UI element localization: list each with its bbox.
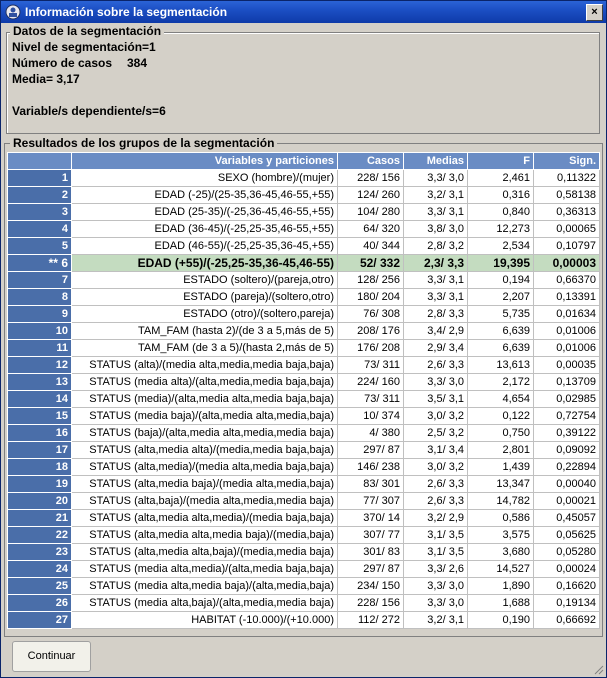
row-index: 26 [8,595,72,612]
row-variables: EDAD (46-55)/(-25,25-35,36-45,+55) [72,238,338,255]
table-row[interactable] [8,510,600,527]
row-casos: 104/ 280 [338,204,404,221]
row-medias: 2,3/ 3,3 [404,255,468,272]
row-casos: 234/ 150 [338,578,404,595]
resize-grip-icon[interactable] [592,663,604,675]
row-index: ** 6 [8,255,72,272]
row-sign: 0,45057 [534,510,600,527]
row-f: 0,750 [468,425,534,442]
row-sign: 0,00035 [534,357,600,374]
row-casos: 76/ 308 [338,306,404,323]
row-f: 3,680 [468,544,534,561]
row-sign: 0,66692 [534,612,600,629]
media-text: Media= 3,17 [12,72,80,86]
row-f: 0,194 [468,272,534,289]
row-casos: 370/ 14 [338,510,404,527]
row-medias: 3,1/ 3,4 [404,442,468,459]
row-index: 13 [8,374,72,391]
table-row[interactable] [8,476,600,493]
row-f: 2,801 [468,442,534,459]
row-f: 3,575 [468,527,534,544]
table-row[interactable] [8,170,600,187]
row-f: 13,613 [468,357,534,374]
row-index: 7 [8,272,72,289]
row-f: 19,395 [468,255,534,272]
table-row[interactable] [8,391,600,408]
row-casos: 52/ 332 [338,255,404,272]
row-casos: 146/ 238 [338,459,404,476]
row-sign: 0,01006 [534,323,600,340]
row-medias: 3,5/ 3,1 [404,391,468,408]
row-casos: 64/ 320 [338,221,404,238]
table-row[interactable] [8,459,600,476]
row-variables: STATUS (alta,baja)/(media alta,media,media baja) [72,493,338,510]
row-variables: ESTADO (soltero)/(pareja,otro) [72,272,338,289]
row-f: 5,735 [468,306,534,323]
row-index: 25 [8,578,72,595]
row-variables: STATUS (media alta,media)/(alta,media baja,baja) [72,561,338,578]
row-medias: 2,5/ 3,2 [404,425,468,442]
row-sign: 0,00021 [534,493,600,510]
row-f: 1,688 [468,595,534,612]
row-index: 5 [8,238,72,255]
row-f: 13,347 [468,476,534,493]
app-icon [5,4,21,20]
row-sign: 0,10797 [534,238,600,255]
table-row[interactable] [8,527,600,544]
row-index: 17 [8,442,72,459]
header-medias[interactable]: Medias [404,153,468,170]
row-index: 16 [8,425,72,442]
table-row[interactable] [8,595,600,612]
row-variables: STATUS (media alta,media baja)/(alta,media,baja) [72,578,338,595]
row-f: 2,172 [468,374,534,391]
row-sign: 0,13709 [534,374,600,391]
table-row[interactable] [8,578,600,595]
row-index: 10 [8,323,72,340]
row-casos: 10/ 374 [338,408,404,425]
row-medias: 3,2/ 3,1 [404,612,468,629]
row-variables: STATUS (alta)/(media alta,media,media baja,baja) [72,357,338,374]
row-index: 22 [8,527,72,544]
row-casos: 301/ 83 [338,544,404,561]
row-casos: 128/ 256 [338,272,404,289]
row-sign: 0,19134 [534,595,600,612]
row-f: 0,122 [468,408,534,425]
row-variables: STATUS (media alta)/(alta,media,media baja,baja) [72,374,338,391]
row-variables: SEXO (hombre)/(mujer) [72,170,338,187]
table-row[interactable] [8,612,600,629]
row-medias: 3,3/ 3,0 [404,170,468,187]
row-index: 2 [8,187,72,204]
table-row[interactable] [8,340,600,357]
row-medias: 3,8/ 3,0 [404,221,468,238]
row-casos: 73/ 311 [338,357,404,374]
row-casos: 228/ 156 [338,595,404,612]
row-sign: 0,72754 [534,408,600,425]
row-index: 18 [8,459,72,476]
row-casos: 180/ 204 [338,289,404,306]
row-medias: 3,4/ 2,9 [404,323,468,340]
header-f[interactable]: F [468,153,534,170]
row-sign: 0,01634 [534,306,600,323]
row-sign: 0,00065 [534,221,600,238]
row-f: 6,639 [468,340,534,357]
window-title: Información sobre la segmentación [25,5,228,19]
row-index: 20 [8,493,72,510]
row-medias: 3,1/ 3,5 [404,544,468,561]
row-sign: 0,01006 [534,340,600,357]
table-row[interactable] [8,272,600,289]
resultados-legend: Resultados de los grupos de la segmentación [10,136,277,150]
title-bar[interactable] [1,1,606,23]
row-casos: 176/ 208 [338,340,404,357]
table-row[interactable] [8,238,600,255]
row-variables: STATUS (media)/(alta,media alta,media baja,baja) [72,391,338,408]
row-f: 1,890 [468,578,534,595]
nivel-text: Nivel de segmentación=1 [12,40,156,54]
table-header [8,153,600,170]
row-casos: 228/ 156 [338,170,404,187]
row-medias: 3,3/ 3,1 [404,272,468,289]
row-medias: 2,6/ 3,3 [404,357,468,374]
row-casos: 4/ 380 [338,425,404,442]
row-variables: ESTADO (otro)/(soltero,pareja) [72,306,338,323]
row-medias: 3,3/ 3,1 [404,289,468,306]
table-row[interactable] [8,323,600,340]
row-index: 1 [8,170,72,187]
row-index: 24 [8,561,72,578]
table-row[interactable] [8,255,600,272]
row-f: 2,207 [468,289,534,306]
table-row[interactable] [8,187,600,204]
resultados-table [7,152,600,629]
row-medias: 2,8/ 3,3 [404,306,468,323]
row-variables: EDAD (+55)/(-25,25-35,36-45,46-55) [72,255,338,272]
row-sign: 0,16620 [534,578,600,595]
row-f: 0,840 [468,204,534,221]
row-f: 12,273 [468,221,534,238]
row-variables: EDAD (25-35)/(-25,36-45,46-55,+55) [72,204,338,221]
row-medias: 3,1/ 3,5 [404,527,468,544]
row-casos: 77/ 307 [338,493,404,510]
table-row[interactable] [8,374,600,391]
row-variables: TAM_FAM (de 3 a 5)/(hasta 2,más de 5) [72,340,338,357]
row-sign: 0,22894 [534,459,600,476]
row-f: 6,639 [468,323,534,340]
casos-label: Número de casos [12,56,113,70]
row-sign: 0,00003 [534,255,600,272]
table-row[interactable] [8,204,600,221]
header-sign[interactable]: Sign. [534,153,600,170]
row-sign: 0,00040 [534,476,600,493]
table-row[interactable] [8,357,600,374]
row-medias: 2,6/ 3,3 [404,476,468,493]
row-f: 14,782 [468,493,534,510]
row-medias: 3,2/ 2,9 [404,510,468,527]
row-casos: 73/ 311 [338,391,404,408]
row-sign: 0,05280 [534,544,600,561]
row-f: 14,527 [468,561,534,578]
row-casos: 307/ 77 [338,527,404,544]
table-row[interactable] [8,493,600,510]
continuar-button[interactable]: Continuar [12,641,91,672]
header-casos[interactable]: Casos [338,153,404,170]
row-variables: EDAD (36-45)/(-25,25-35,46-55,+55) [72,221,338,238]
row-sign: 0,36313 [534,204,600,221]
row-variables: STATUS (baja)/(alta,media alta,media,media baja) [72,425,338,442]
table-row[interactable] [8,289,600,306]
row-f: 2,461 [468,170,534,187]
row-sign: 0,58138 [534,187,600,204]
row-index: 8 [8,289,72,306]
row-index: 4 [8,221,72,238]
row-variables: STATUS (media alta,baja)/(alta,media,media baja) [72,595,338,612]
row-index: 21 [8,510,72,527]
row-medias: 3,0/ 3,2 [404,459,468,476]
table-row[interactable] [8,221,600,238]
row-sign: 0,00024 [534,561,600,578]
table-row[interactable] [8,442,600,459]
row-index: 12 [8,357,72,374]
row-variables: EDAD (-25)/(25-35,36-45,46-55,+55) [72,187,338,204]
row-casos: 40/ 344 [338,238,404,255]
row-variables: STATUS (alta,media alta,baja)/(media,media baja) [72,544,338,561]
row-f: 0,586 [468,510,534,527]
row-sign: 0,02985 [534,391,600,408]
row-index: 11 [8,340,72,357]
row-f: 0,190 [468,612,534,629]
table-row[interactable] [8,561,600,578]
table-row[interactable] [8,306,600,323]
table-row[interactable] [8,408,600,425]
row-casos: 208/ 176 [338,323,404,340]
table-row[interactable] [8,425,600,442]
row-medias: 2,8/ 3,2 [404,238,468,255]
row-index: 9 [8,306,72,323]
row-sign: 0,11322 [534,170,600,187]
row-casos: 124/ 260 [338,187,404,204]
row-sign: 0,09092 [534,442,600,459]
row-casos: 224/ 160 [338,374,404,391]
row-variables: STATUS (alta,media alta,media)/(media baja,baja) [72,510,338,527]
row-f: 0,316 [468,187,534,204]
variables-text: Variable/s dependiente/s=6 [12,104,166,118]
row-f: 2,534 [468,238,534,255]
row-variables: STATUS (alta,media alta)/(media,media baja,baja) [72,442,338,459]
row-variables: TAM_FAM (hasta 2)/(de 3 a 5,más de 5) [72,323,338,340]
row-variables: HABITAT (-10.000)/(+10.000) [72,612,338,629]
row-sign: 0,39122 [534,425,600,442]
row-variables: STATUS (alta,media)/(media alta,media baja,baja) [72,459,338,476]
row-f: 4,654 [468,391,534,408]
row-medias: 3,3/ 3,0 [404,374,468,391]
row-index: 14 [8,391,72,408]
row-index: 3 [8,204,72,221]
row-medias: 3,0/ 3,2 [404,408,468,425]
row-index: 19 [8,476,72,493]
row-sign: 0,13391 [534,289,600,306]
table-row[interactable] [8,544,600,561]
row-variables: STATUS (alta,media alta,media baja)/(media,baja) [72,527,338,544]
row-index: 15 [8,408,72,425]
row-casos: 297/ 87 [338,442,404,459]
row-variables: STATUS (media baja)/(alta,media alta,media,baja) [72,408,338,425]
row-medias: 2,9/ 3,4 [404,340,468,357]
datos-legend: Datos de la segmentación [10,24,164,38]
row-index: 23 [8,544,72,561]
row-medias: 3,3/ 2,6 [404,561,468,578]
row-variables: STATUS (alta,media baja)/(media alta,media,baja) [72,476,338,493]
row-index: 27 [8,612,72,629]
row-f: 1,439 [468,459,534,476]
row-sign: 0,66370 [534,272,600,289]
casos-value: 384 [127,56,148,70]
row-medias: 3,3/ 3,1 [404,204,468,221]
row-casos: 83/ 301 [338,476,404,493]
row-sign: 0,05625 [534,527,600,544]
row-casos: 112/ 272 [338,612,404,629]
close-button[interactable]: × [586,4,603,21]
header-index[interactable] [8,153,72,170]
row-medias: 3,2/ 3,1 [404,187,468,204]
row-variables: ESTADO (pareja)/(soltero,otro) [72,289,338,306]
header-variables[interactable]: Variables y particiones [72,153,338,170]
row-casos: 297/ 87 [338,561,404,578]
row-medias: 3,3/ 3,0 [404,578,468,595]
row-medias: 2,6/ 3,3 [404,493,468,510]
row-medias: 3,3/ 3,0 [404,595,468,612]
